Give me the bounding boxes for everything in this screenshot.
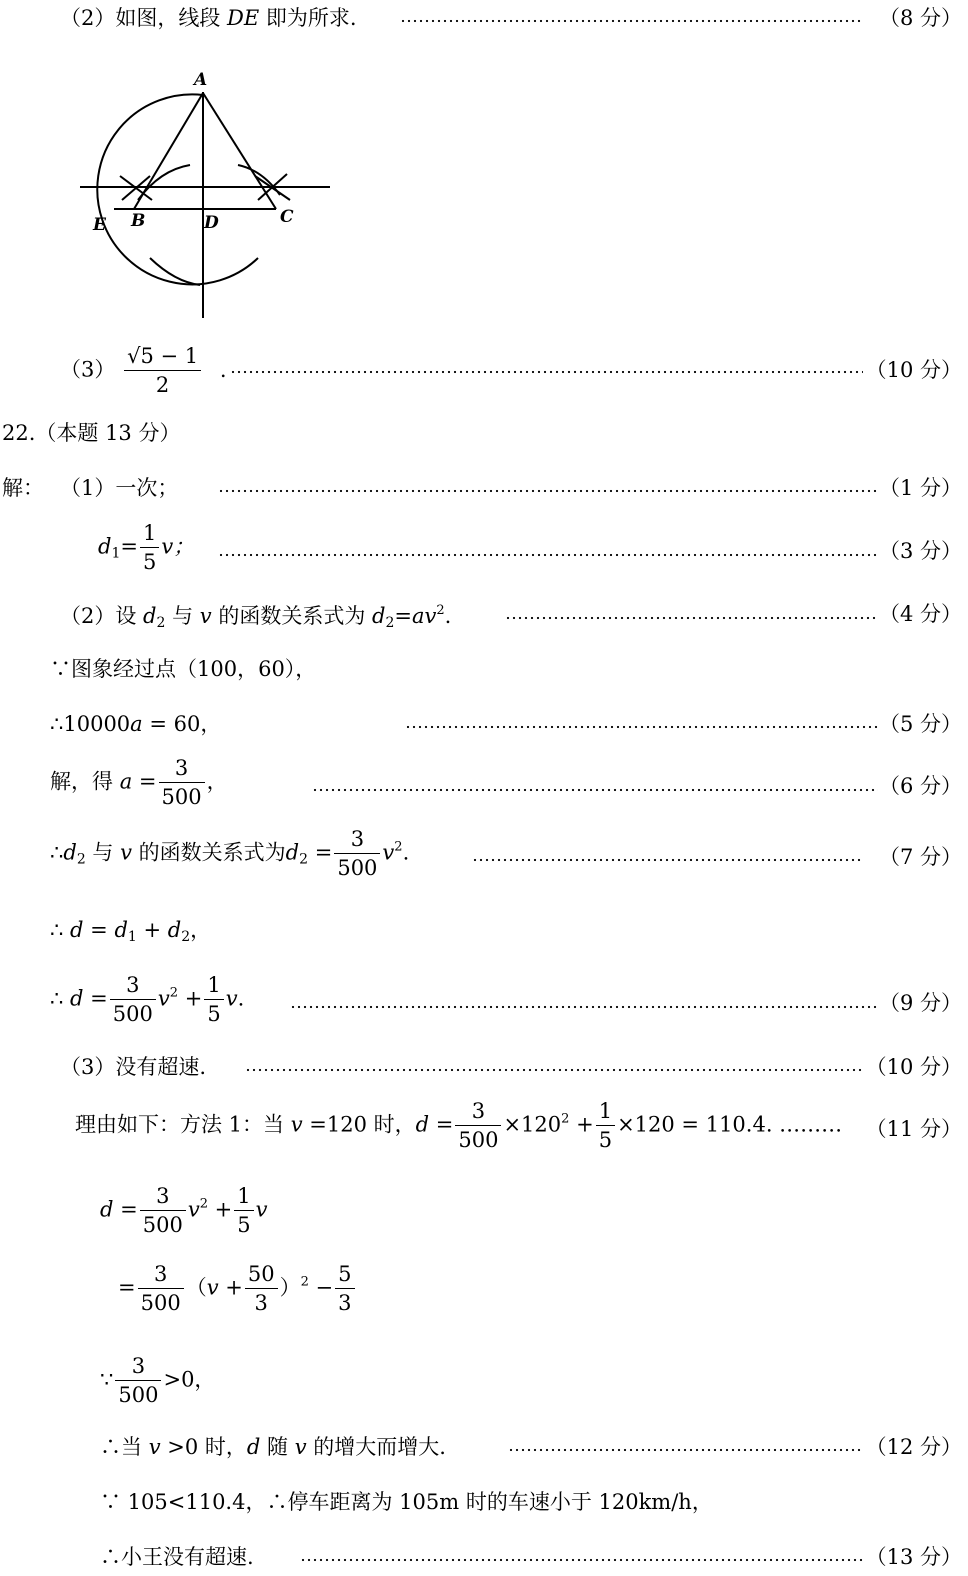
side-ac bbox=[203, 93, 276, 209]
points-label: （11 分） bbox=[865, 1117, 962, 1141]
step-d-formula: ∴ d = $\frac{3}{500}$ $v^2$ + $\frac{1}{5}$ v. bbox=[50, 973, 245, 1027]
fraction: $\frac{1}{5}$ bbox=[234, 1185, 253, 1237]
dot-leader bbox=[218, 489, 878, 493]
fraction: $\frac{3}{500}$ bbox=[159, 757, 205, 809]
geometry-figure bbox=[0, 0, 968, 340]
label-b: B bbox=[131, 211, 146, 231]
step-method-formula: d = $\frac{3}{500}$ $v^2$ + $\frac{1}{5}$ v bbox=[100, 1184, 268, 1238]
step-solve: 解，得 a = $\frac{3}{500}$ ， bbox=[50, 756, 228, 810]
arc-right-upper bbox=[238, 165, 280, 195]
points-label: （7 分） bbox=[878, 845, 962, 869]
points-label: （10 分） bbox=[865, 1055, 962, 1079]
label-a: A bbox=[194, 70, 208, 90]
step-1: （1）一次； bbox=[60, 476, 179, 500]
points-label: （4 分） bbox=[878, 602, 962, 626]
step-because: ∵图象经过点（100，60）， bbox=[50, 657, 317, 681]
fraction: $\frac{1}{5}$ bbox=[596, 1100, 615, 1152]
part2-line: （2）如图，线段 DE 即为所求. bbox=[60, 6, 357, 30]
step-positive: ∵ $\frac{3}{500}$ >0， bbox=[100, 1354, 216, 1408]
dot-leader bbox=[312, 788, 878, 792]
fraction: $\frac{3}{500}$ bbox=[455, 1100, 501, 1152]
dot-leader bbox=[290, 1005, 878, 1009]
step-d-sum: ∴ $d = d_1 + d_2$， bbox=[50, 918, 212, 945]
step-2: （2）设 $d_2$ 与 v 的函数关系式为 $d_2=av^2$. bbox=[60, 603, 452, 631]
step-reason: 理由如下：方法 1：当 v =120 时，d = $\frac{3}{500}$ $\times 120^2$ + $\frac{1}{5}$ ×120 = 110.4. ……… bbox=[75, 1099, 843, 1153]
fraction: $\frac{√5 - 1}{2}$ bbox=[124, 345, 201, 397]
label-c: C bbox=[280, 207, 294, 227]
points-label: （9 分） bbox=[878, 991, 962, 1015]
step-conclusion: ∴小王没有超速. bbox=[100, 1545, 254, 1569]
fraction: $\frac{3}{500}$ bbox=[334, 828, 380, 880]
points-label: （10 分） bbox=[865, 358, 962, 382]
question-header: 22.（本题 13 分） bbox=[2, 421, 181, 445]
fraction: $\frac{3}{500}$ bbox=[115, 1355, 161, 1407]
fraction: $\frac{3}{500}$ bbox=[140, 1185, 186, 1237]
arc-lower bbox=[150, 258, 200, 285]
points-label: （6 分） bbox=[878, 774, 962, 798]
dot-leader bbox=[300, 1558, 863, 1562]
fraction: $\frac{1}{5}$ bbox=[204, 974, 223, 1026]
circle-arc bbox=[97, 94, 258, 284]
points-label: （3 分） bbox=[878, 539, 962, 563]
points-label: （5 分） bbox=[878, 712, 962, 736]
dot-leader bbox=[230, 370, 863, 374]
dot-leader bbox=[245, 1068, 863, 1072]
step-3: （3）没有超速. bbox=[60, 1055, 207, 1079]
part3-line: （3） $\frac{√5 - 1}{2}$ . bbox=[60, 344, 227, 398]
points-label: （13 分） bbox=[865, 1545, 962, 1569]
fraction: $\frac{50}{3}$ bbox=[245, 1263, 278, 1315]
dot-leader bbox=[472, 858, 863, 862]
step-complete-square: = $\frac{3}{500}$ （v + $\frac{50}{3}$ ）$^2$ − $\frac{5}{3}$ bbox=[118, 1263, 357, 1315]
step-equation: ∴10000a = 60， bbox=[50, 712, 222, 736]
solution-label: 解： bbox=[2, 476, 44, 500]
label-e: E bbox=[93, 215, 106, 235]
points-label: （8 分） bbox=[878, 6, 962, 30]
dot-leader bbox=[405, 725, 878, 729]
fraction: $\frac{5}{3}$ bbox=[335, 1263, 354, 1315]
fraction: $\frac{3}{500}$ bbox=[138, 1263, 184, 1315]
dot-leader bbox=[218, 553, 878, 557]
step-d2-formula: $\therefore d_2$ 与 v 的函数关系式为$d_2$ = $\frac{3}{500}$ $v^2$. bbox=[50, 827, 410, 881]
fraction: $\frac{3}{500}$ bbox=[110, 974, 156, 1026]
label-d: D bbox=[204, 213, 219, 233]
fraction: $\frac{1}{5}$ bbox=[140, 522, 159, 574]
dot-leader bbox=[505, 616, 878, 620]
dot-leader bbox=[508, 1448, 863, 1452]
step-d1: $d_1=$ $\frac{1}{5}$ v； bbox=[98, 521, 195, 575]
points-label: （12 分） bbox=[865, 1435, 962, 1459]
step-increasing: ∴当 v >0 时，d 随 v 的增大而增大. bbox=[100, 1435, 446, 1459]
step-compare: ∵ 105<110.4，∴停车距离为 105m 时的车速小于 120km/h， bbox=[100, 1490, 713, 1514]
points-label: （1 分） bbox=[878, 476, 962, 500]
